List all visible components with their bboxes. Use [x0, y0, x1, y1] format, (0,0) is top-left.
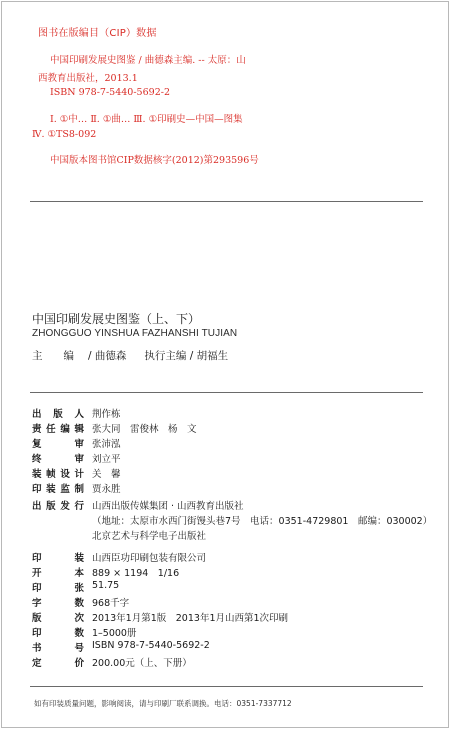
info-label: 装帧设计 [32, 469, 84, 480]
info-value: 200.00元（上、下册） [92, 658, 192, 669]
info-value: 刘立平 [92, 454, 121, 465]
cip-line-3: ISBN 978-7-5440-5692-2 [50, 87, 170, 98]
cip-line-6: 中国版本图书馆CIP数据核字(2012)第293596号 [50, 155, 259, 166]
info-value: 889 × 1194 1/16 [92, 568, 180, 579]
divider-top [30, 201, 423, 202]
book-title: 中国印刷发展史图鉴（上、下） [32, 312, 201, 326]
info-value: 山西出版传媒集团 · 山西教育出版社 [92, 501, 244, 512]
info-label: 印数 [32, 628, 84, 639]
info-label: 版次 [32, 613, 84, 624]
info-label: 终审 [32, 454, 84, 465]
info-value: 张沛泓 [92, 439, 121, 450]
info-label: 责任编辑 [32, 424, 84, 435]
info-value: 北京艺术与科学电子出版社 [92, 531, 207, 542]
info-value: 张大同 雷俊林 杨 文 [92, 424, 197, 435]
exec-editor-name: / 胡福生 [189, 350, 229, 362]
divider-middle [30, 392, 423, 393]
footer-notice: 如有印装质量问题，影响阅读，请与印刷厂联系调换。电话：0351-7337712 [34, 699, 292, 708]
info-label: 字数 [32, 598, 84, 609]
info-value: （地址：太原市水西门街馒头巷7号 电话：0351-4729801 邮编：030002） [92, 516, 433, 527]
info-label: 印装 [32, 553, 84, 564]
info-value: 2013年1月第1版 2013年1月山西第1次印刷 [92, 613, 289, 624]
cip-heading: 图书在版编目（CIP）数据 [38, 28, 157, 39]
info-label: 书号 [32, 643, 84, 654]
info-label: 复审 [32, 439, 84, 450]
info-value: 荆作栋 [92, 409, 121, 420]
info-value: 山西臣功印刷包装有限公司 [92, 553, 207, 564]
info-label: 印张 [32, 583, 84, 594]
info-value: ISBN 978-7-5440-5692-2 [92, 640, 210, 651]
cip-line-2: 西教育出版社，2013.1 [38, 73, 138, 84]
info-value: 968千字 [92, 598, 130, 609]
exec-editor-label: 执行主编 [144, 350, 187, 362]
info-label: 出版发行 [32, 501, 84, 512]
info-value: 51.75 [92, 580, 120, 591]
info-label: 印装监制 [32, 484, 84, 495]
info-value: 关 馨 [92, 469, 121, 480]
cip-line-1: 中国印刷发展史图鉴 / 曲德森主编. -- 太原：山 [50, 55, 246, 66]
info-label: 开本 [32, 568, 84, 579]
info-value: 贾永胜 [92, 484, 121, 495]
copyright-page [1, 1, 449, 728]
editor-line [32, 348, 228, 363]
editor-name: / 曲德森 [88, 350, 127, 362]
cip-line-4: Ⅰ. ①中… Ⅱ. ①曲… Ⅲ. ①印刷史—中国—图集 [50, 114, 243, 125]
divider-bottom [30, 686, 423, 687]
editor-label: 主 编 [32, 350, 74, 362]
cip-line-5: Ⅳ. ①TS8-092 [32, 129, 97, 140]
info-label: 定价 [32, 658, 84, 669]
info-label: 出版人 [32, 409, 84, 420]
book-pinyin-title: ZHONGGUO YINSHUA FAZHANSHI TUJIAN [32, 328, 238, 339]
info-value: 1–5000册 [92, 628, 137, 639]
